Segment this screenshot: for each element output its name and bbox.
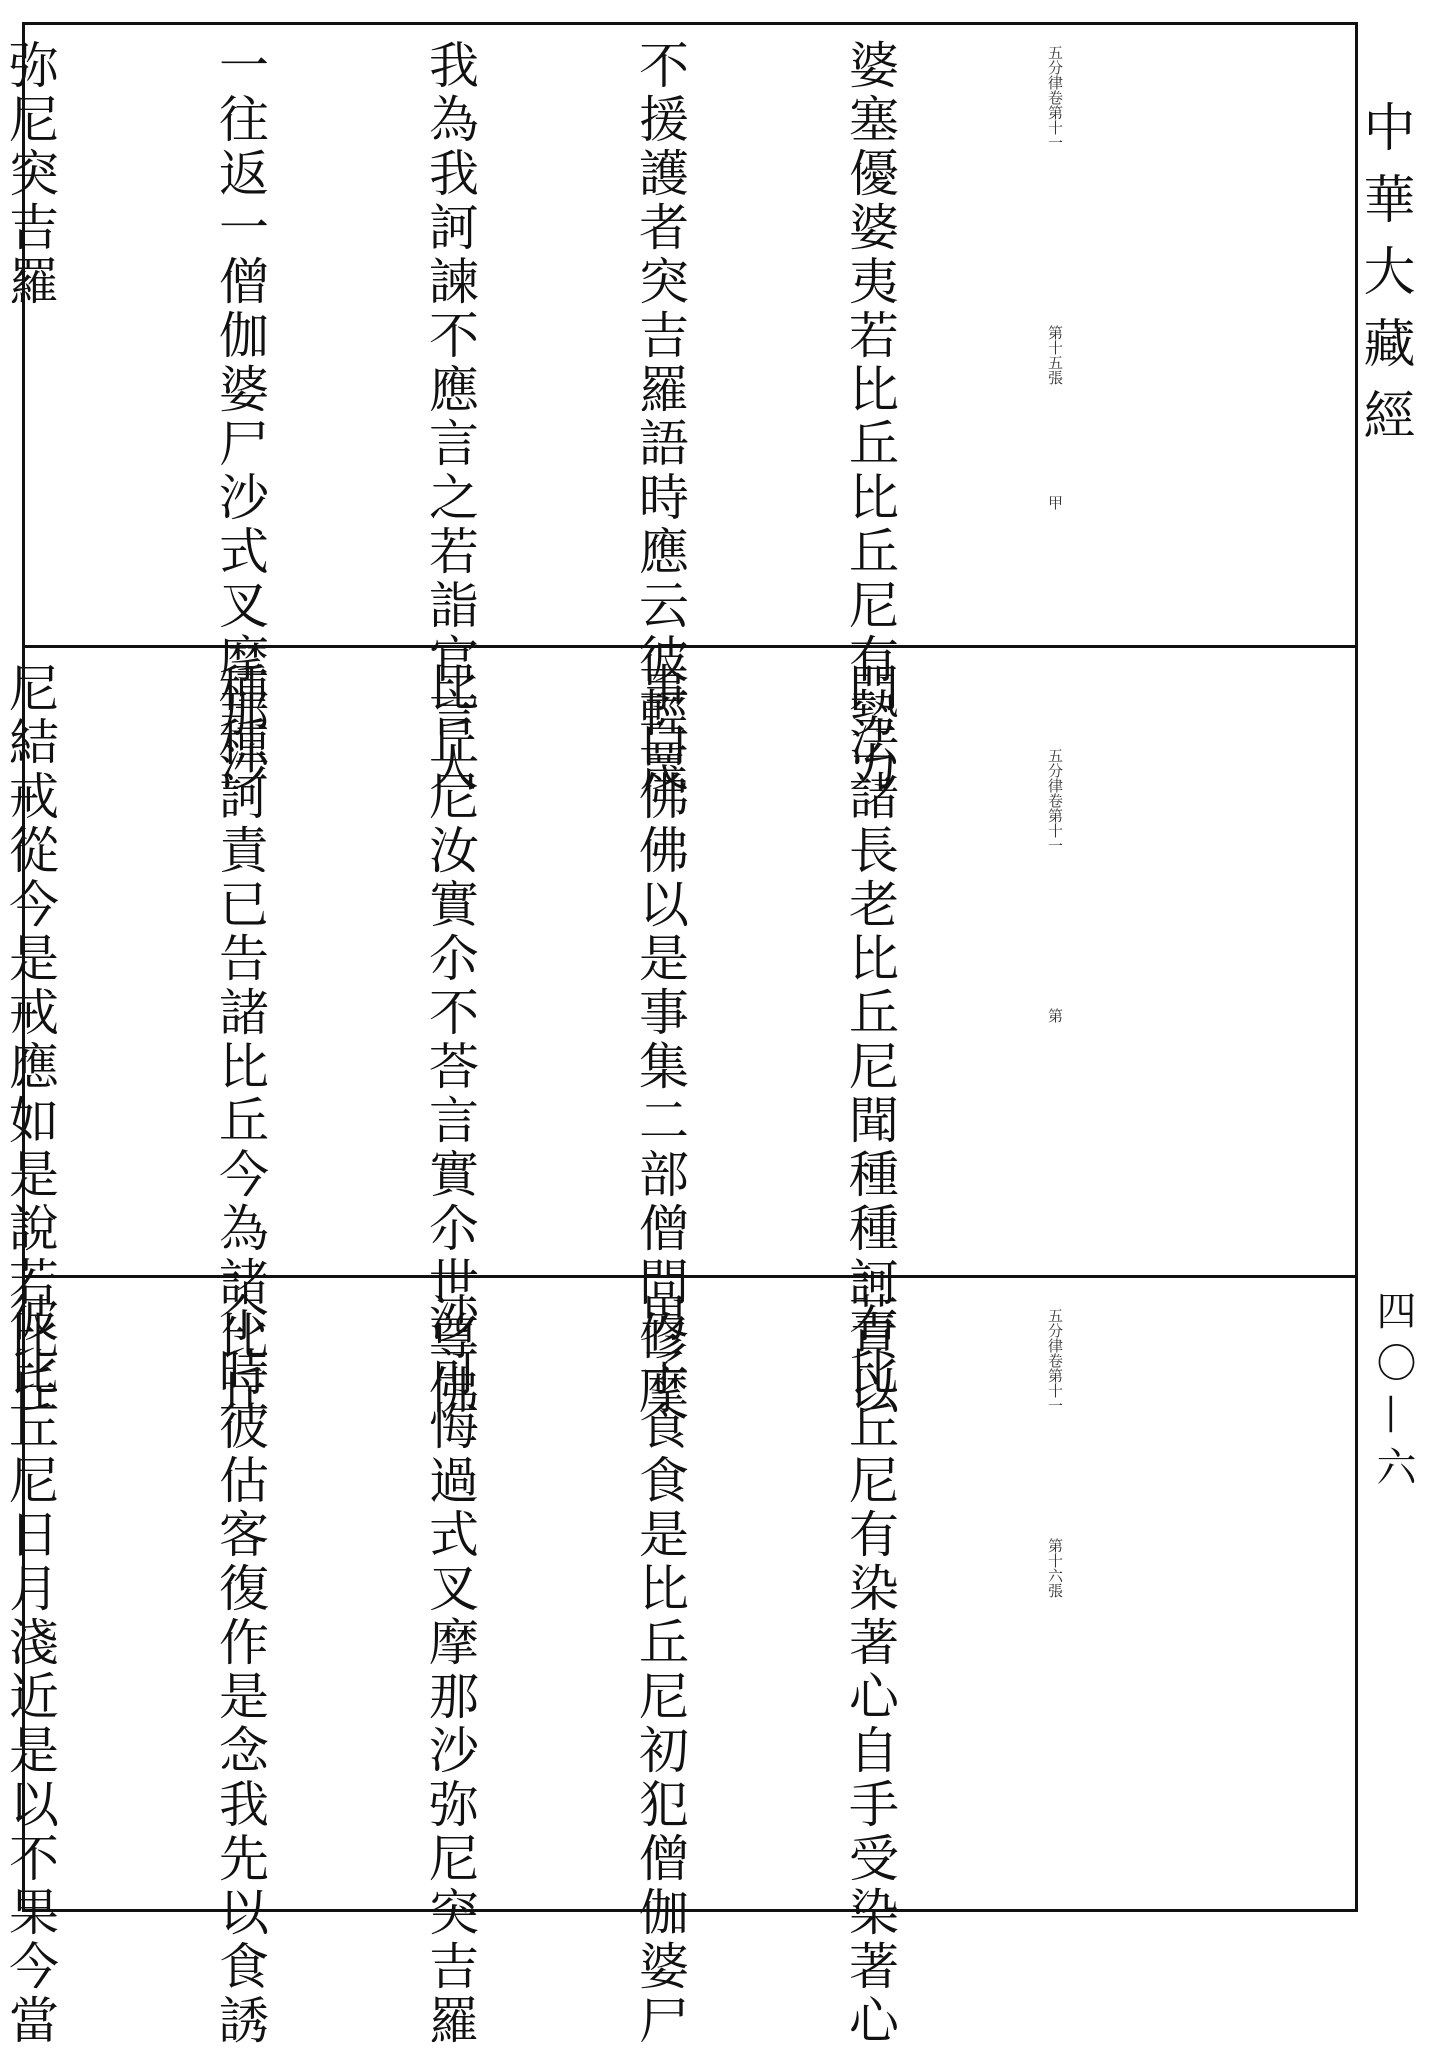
scripture-page-frame <box>1 22 1358 2048</box>
text-column: 彼比丘尼日月淺近是以不果今當 <box>1 1292 59 2048</box>
text-column: 一往返一僧伽婆尸沙式叉摩那沙 <box>211 39 269 795</box>
text-column: 尼結戒從今是戒應如是說若比丘 <box>1 662 59 1418</box>
text-column: 不援護者突吉羅語時應云彼輕蔑 <box>631 39 689 795</box>
panel-middle-header-volume: 五分律卷第十一 <box>1046 748 1064 853</box>
text-column: 若比丘尼有染著心自手受染著心 <box>841 1292 899 2048</box>
panel-top-header-volume: 五分律卷第十一 <box>1046 45 1064 150</box>
text-column: 事白佛佛以是事集二部僧問修摩 <box>631 662 689 1418</box>
panel-middle-text <box>1 662 1045 1418</box>
collection-title: 中華大藏經 <box>1354 100 1414 460</box>
panel-bottom-header-page: 第十六張 <box>1046 1538 1064 1598</box>
text-column: 門法諸長老比丘尼聞種種訶責以 <box>841 662 899 1418</box>
text-column: 男子食食是比丘尼初犯僧伽婆尸 <box>631 1292 689 2048</box>
text-column: 種種訶責已告諸比丘今為諸比丘 <box>211 662 269 1418</box>
panel-bottom <box>1 1275 1355 2048</box>
panel-top-header-code: 甲 <box>1046 495 1064 510</box>
panel-middle <box>1 645 1355 1418</box>
panel-top <box>1 25 1355 795</box>
panel-middle-header-page: 第 <box>1046 1008 1064 1023</box>
text-column: 比丘尼汝實尒不荅言實尒世尊佛 <box>421 662 479 1418</box>
text-column: 弥尼突吉羅 <box>1 39 59 309</box>
text-column: 尒時彼估客復作是念我先以食誘 <box>211 1292 269 2048</box>
panel-bottom-header-volume: 五分律卷第十一 <box>1046 1308 1064 1413</box>
text-column: 我為我訶諫不應言之若詣官言人 <box>421 39 479 795</box>
text-column: 沙可悔過式叉摩那沙弥尼突吉羅 <box>421 1292 479 2048</box>
text-column: 婆塞優婆夷若比丘比丘尼有勢力 <box>841 39 899 795</box>
panel-bottom-text <box>1 1292 1045 2048</box>
panel-top-text <box>1 39 1045 795</box>
page-number: 四〇—六 <box>1370 1290 1416 1498</box>
panel-top-header-page: 第十五張 <box>1046 325 1064 385</box>
